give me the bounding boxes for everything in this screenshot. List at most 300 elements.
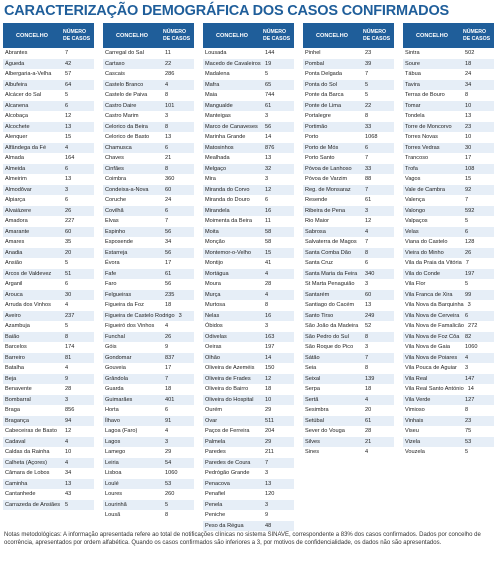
county-name: Santarém	[305, 291, 330, 298]
case-count: 5	[465, 281, 469, 288]
county-name: Pedrógão Grande	[205, 470, 250, 477]
case-count: 16	[265, 312, 272, 319]
table-row	[203, 426, 294, 437]
county-name: Alpiarça	[5, 197, 26, 204]
table-row	[303, 195, 394, 206]
county-name: Rio Maior	[305, 218, 329, 225]
table-row	[403, 101, 494, 112]
table-row	[303, 290, 394, 301]
county-name: Calheta (Açores)	[5, 459, 47, 466]
county-name: Celorico de Basto	[105, 134, 150, 141]
case-count: 3	[165, 438, 169, 445]
table-row	[203, 279, 294, 290]
county-name: Mafra	[205, 81, 220, 88]
table-row	[403, 216, 494, 227]
case-count: 18	[365, 386, 372, 393]
county-name: Matosinhos	[205, 144, 234, 151]
table-row	[303, 342, 394, 353]
cases-header-line2: DE CASOS	[363, 35, 391, 42]
county-name: Gouveia	[105, 365, 126, 372]
table-row	[203, 164, 294, 175]
case-count: 101	[165, 102, 175, 109]
table-row	[403, 395, 494, 406]
table-row	[303, 227, 394, 238]
case-count: 7	[465, 260, 469, 267]
county-name: Soure	[405, 60, 420, 67]
case-count: 41	[265, 260, 272, 267]
table-row	[203, 48, 294, 59]
county-name: São Roque do Pico	[305, 344, 354, 351]
county-name: Alenquer	[5, 134, 28, 141]
table-row	[3, 395, 94, 406]
case-count: 18	[465, 60, 472, 67]
table-row	[3, 90, 94, 101]
table-row	[403, 363, 494, 374]
case-count: 23	[465, 417, 472, 424]
table-row	[203, 248, 294, 259]
table-row	[103, 290, 194, 301]
table-row	[403, 279, 494, 290]
table-row	[203, 416, 294, 427]
table-row	[203, 311, 294, 322]
table-row	[303, 153, 394, 164]
table-row	[3, 206, 94, 217]
table-row	[303, 59, 394, 70]
county-name: Fafe	[105, 270, 117, 277]
county-name: Baião	[5, 333, 20, 340]
case-count: 5	[65, 323, 69, 330]
table-row	[403, 311, 494, 322]
county-name: Vila Real Santo António	[405, 386, 464, 393]
case-count: 8	[465, 92, 469, 99]
table-row	[403, 447, 494, 458]
table-row	[103, 206, 194, 217]
table-row	[403, 143, 494, 154]
county-name: Vila Nova de Cerveira	[405, 312, 460, 319]
case-count: 286	[165, 71, 175, 78]
table-row	[3, 447, 94, 458]
table-row	[103, 174, 194, 185]
county-name: Funchal	[105, 333, 125, 340]
county-name: Santa Maria da Feira	[305, 270, 358, 277]
case-count: 340	[365, 270, 375, 277]
table-row	[403, 122, 494, 133]
case-count: 3	[265, 470, 269, 477]
county-name: Penela	[205, 501, 223, 508]
table-row	[203, 69, 294, 80]
case-count: 28	[265, 281, 272, 288]
case-count: 8	[165, 512, 169, 519]
table-row	[203, 332, 294, 343]
county-name: Tábua	[405, 71, 421, 78]
county-name: Macedo de Cavaleiros	[205, 60, 261, 67]
case-count: 61	[365, 417, 372, 424]
table-row	[203, 80, 294, 91]
table-row	[403, 185, 494, 196]
table-row	[103, 437, 194, 448]
table-row	[3, 405, 94, 416]
case-count: 20	[365, 407, 372, 414]
table-row	[203, 59, 294, 70]
case-count: 4	[165, 428, 169, 435]
case-count: 744	[265, 92, 275, 99]
county-name: Barreiro	[5, 354, 25, 361]
county-name: Terras de Bouro	[405, 92, 445, 99]
county-name: Vieira do Minho	[405, 249, 444, 256]
county-name: Valpaços	[405, 218, 428, 225]
table-row	[3, 300, 94, 311]
cases-header-line1: NÚMERO	[263, 29, 287, 36]
case-count: 3	[365, 207, 369, 214]
table-row	[3, 500, 94, 511]
county-name: Maia	[205, 92, 218, 99]
county-name: Paços de Ferreira	[205, 428, 250, 435]
case-count: 56	[265, 123, 272, 130]
table-column-2	[103, 23, 194, 530]
county-name: Arganil	[5, 281, 23, 288]
table-row	[303, 426, 394, 437]
case-count: 12	[265, 186, 272, 193]
county-name: Seixal	[305, 375, 321, 382]
case-count: 22	[365, 102, 372, 109]
county-name: Lousada	[205, 50, 227, 57]
case-count: 5	[265, 71, 269, 78]
table-row	[103, 416, 194, 427]
county-name: Cantanhede	[5, 491, 36, 498]
case-count: 10	[465, 102, 472, 109]
case-count: 592	[465, 207, 475, 214]
case-count: 6	[65, 165, 69, 172]
case-count: 11	[165, 50, 171, 57]
case-count: 26	[65, 207, 72, 214]
table-column-3	[203, 23, 294, 530]
case-count: 7	[365, 71, 369, 78]
table-row	[303, 405, 394, 416]
table-row	[303, 374, 394, 385]
table-row	[303, 122, 394, 133]
table-row	[203, 185, 294, 196]
table-row	[303, 353, 394, 364]
county-name: Gondomar	[105, 354, 132, 361]
case-count: 60	[65, 228, 72, 235]
table-row	[3, 342, 94, 353]
case-count: 272	[467, 323, 478, 330]
case-count: 3	[365, 281, 369, 288]
case-count: 235	[165, 291, 175, 298]
table-rows	[3, 48, 94, 510]
case-count: 28	[65, 386, 72, 393]
table-row	[3, 321, 94, 332]
county-name: Sesimbra	[305, 407, 329, 414]
table-row	[203, 500, 294, 511]
county-name: Vila Nova da Barquinha	[405, 302, 464, 309]
case-count: 204	[265, 428, 275, 435]
case-count: 8	[465, 407, 469, 414]
county-name: Vila Franca de Xira	[405, 291, 453, 298]
county-name: Miranda do Douro	[205, 197, 250, 204]
case-count: 7	[365, 155, 369, 162]
case-count: 13	[465, 113, 472, 120]
county-name: Condeixa-a-Nova	[105, 186, 149, 193]
county-name: Amarante	[5, 228, 30, 235]
county-name: Sátão	[305, 354, 320, 361]
case-count: 5	[465, 218, 469, 225]
county-name: Felgueiras	[105, 291, 132, 298]
case-count: 39	[365, 60, 372, 67]
county-name: Carregal do Sal	[105, 50, 144, 57]
county-header: CONCELHO	[215, 32, 248, 39]
county-name: Penacova	[205, 480, 230, 487]
county-name: Marinha Grande	[205, 134, 246, 141]
table-row	[303, 237, 394, 248]
table-row	[203, 468, 294, 479]
cases-header	[361, 29, 394, 41]
county-name: Figueira da Foz	[105, 302, 144, 309]
case-count: 94	[65, 417, 72, 424]
county-name: Viseu	[405, 428, 419, 435]
cases-header-line1: NÚMERO	[163, 29, 187, 36]
county-name: Reg. de Monsaraz	[305, 186, 351, 193]
county-name: Paredes	[205, 449, 226, 456]
county-name: Sever do Vouga	[305, 428, 345, 435]
county-name: Castro Marim	[105, 113, 139, 120]
case-count: 17	[465, 155, 472, 162]
table-row	[203, 479, 294, 490]
cases-header	[61, 29, 94, 41]
case-count: 163	[265, 333, 275, 340]
case-count: 249	[365, 312, 375, 319]
county-name: Figueiró dos Vinhos	[105, 323, 155, 330]
case-count: 3	[467, 302, 471, 309]
table-row	[3, 479, 94, 490]
county-name: Castelo Branco	[105, 81, 144, 88]
case-count: 1060	[165, 470, 178, 477]
case-count: 35	[65, 239, 72, 246]
table-row	[3, 416, 94, 427]
case-count: 34	[465, 81, 472, 88]
case-count: 3	[65, 186, 69, 193]
table-row	[3, 290, 94, 301]
county-name: Cartaxo	[105, 60, 125, 67]
county-name: Lousã	[105, 512, 121, 519]
table-row	[303, 164, 394, 175]
case-count: 24	[165, 197, 172, 204]
table-row	[103, 300, 194, 311]
case-count: 6	[365, 260, 369, 267]
table-row	[103, 510, 194, 521]
case-count: 3	[465, 365, 469, 372]
county-name: Santiago do Cacém	[305, 302, 355, 309]
table-row	[303, 416, 394, 427]
case-count: 8	[65, 333, 69, 340]
county-name: Oliveira do Hospital	[205, 396, 254, 403]
county-name: Oliveira de Frades	[205, 375, 251, 382]
case-count: 876	[265, 144, 275, 151]
table-row	[103, 447, 194, 458]
county-name: Mira	[205, 176, 216, 183]
table-row	[3, 174, 94, 185]
table-row	[303, 384, 394, 395]
table-row	[103, 132, 194, 143]
table-row	[403, 164, 494, 175]
county-name: Olhão	[205, 354, 220, 361]
case-count: 56	[165, 249, 172, 256]
county-name: Cabeceiras de Basto	[5, 428, 57, 435]
county-name: Alfândega da Fé	[5, 144, 47, 151]
table-row	[103, 237, 194, 248]
county-name: Vimioso	[405, 407, 425, 414]
case-count: 48	[265, 522, 272, 529]
county-header: CONCELHO	[415, 32, 448, 39]
table-row	[403, 290, 494, 301]
table-row	[3, 384, 94, 395]
county-name: Vila Nova de Famalicão	[405, 323, 464, 330]
case-count: 30	[465, 144, 472, 151]
county-name: Beja	[5, 375, 17, 382]
county-name: Vinhais	[405, 417, 424, 424]
table-row	[203, 237, 294, 248]
county-name: Vila Flor	[405, 281, 426, 288]
table-row	[3, 237, 94, 248]
county-name: Moita	[205, 228, 219, 235]
county-name: Loulé	[105, 480, 119, 487]
county-name: Ourém	[205, 407, 223, 414]
table-row	[303, 48, 394, 59]
table-row	[403, 48, 494, 59]
county-name: Paredes de Coura	[205, 459, 251, 466]
county-name: Évora	[105, 260, 120, 267]
table-row	[203, 353, 294, 364]
table-row	[203, 174, 294, 185]
county-name: Cascais	[105, 71, 125, 78]
county-name: Oliveira de Azeméis	[205, 365, 255, 372]
table-row	[103, 395, 194, 406]
table-row	[203, 437, 294, 448]
county-name: Abrantes	[5, 50, 28, 57]
case-count: 511	[265, 417, 274, 424]
case-count: 56	[165, 228, 172, 235]
column-header	[3, 23, 94, 48]
case-count: 61	[265, 102, 272, 109]
table-row	[103, 185, 194, 196]
table-row	[3, 468, 94, 479]
county-name: Bragança	[5, 417, 29, 424]
county-name: Lamego	[105, 449, 126, 456]
table-row	[103, 353, 194, 364]
table-row	[3, 279, 94, 290]
case-count: 6	[265, 197, 269, 204]
cases-table	[3, 23, 496, 530]
county-name: Vila Nova de Poiares	[405, 354, 458, 361]
county-name: Torres Novas	[405, 134, 438, 141]
case-count: 5	[65, 92, 69, 99]
county-name: Coimbra	[105, 176, 127, 183]
table-row	[103, 227, 194, 238]
table-row	[103, 479, 194, 490]
case-count: 7	[265, 459, 269, 466]
methodology-notes: Notas metodológicas: A informação apresentada refere ao total de notificações clínicas no sistema SINAVE, correspondente a 83% dos casos confirmados. Dados por concelho de ocorrência, apresentados por ordem alfabética. Quando os casos confirmados são inferiores a 3, por motivos de confidencialidade, os dados não são apresentados.	[4, 532, 481, 546]
table-row	[3, 80, 94, 91]
case-count: 8	[165, 165, 169, 172]
case-count: 52	[365, 323, 372, 330]
table-row	[203, 374, 294, 385]
table-row	[103, 69, 194, 80]
county-name: Ansião	[5, 260, 23, 267]
table-row	[3, 195, 94, 206]
table-row	[3, 153, 94, 164]
table-row	[203, 206, 294, 217]
table-row	[3, 164, 94, 175]
case-count: 81	[65, 354, 72, 361]
table-row	[103, 195, 194, 206]
table-rows	[303, 48, 394, 458]
table-row	[3, 426, 94, 437]
table-row	[103, 468, 194, 479]
table-row	[403, 69, 494, 80]
case-count: 5	[365, 81, 369, 88]
table-row	[403, 90, 494, 101]
table-row	[203, 111, 294, 122]
table-column-5	[403, 23, 494, 530]
county-name: Tavira	[405, 81, 420, 88]
county-name: Santa Cruz	[305, 260, 333, 267]
case-count: 10	[265, 396, 272, 403]
case-count: 4	[65, 365, 69, 372]
table-row	[203, 510, 294, 521]
table-rows	[103, 48, 194, 521]
table-row	[3, 437, 94, 448]
table-row	[303, 216, 394, 227]
case-count: 6	[65, 197, 69, 204]
case-count: 6	[65, 281, 69, 288]
case-count: 23	[465, 123, 472, 130]
county-name: São Pedro do Sul	[305, 333, 349, 340]
case-count: 60	[165, 186, 172, 193]
case-count: 4	[265, 270, 269, 277]
case-count: 17	[165, 260, 172, 267]
table-row	[303, 258, 394, 269]
county-name: Peniche	[205, 512, 226, 519]
case-count: 54	[165, 459, 172, 466]
table-row	[103, 143, 194, 154]
table-row	[3, 489, 94, 500]
county-name: Portalegre	[305, 113, 331, 120]
case-count: 7	[365, 186, 369, 193]
county-name: Loures	[105, 491, 123, 498]
case-count: 128	[465, 239, 475, 246]
county-name: Figueira de Castelo Rodrigo	[105, 312, 175, 319]
case-count: 3	[265, 323, 269, 330]
county-name: Sintra	[405, 50, 420, 57]
case-count: 6	[365, 144, 369, 151]
case-count: 4	[365, 396, 369, 403]
county-name: Vila do Conde	[405, 270, 441, 277]
county-name: Águeda	[5, 60, 25, 67]
table-row	[403, 258, 494, 269]
county-name: Viana do Castelo	[405, 239, 448, 246]
county-name: Arouca	[5, 291, 23, 298]
case-count: 56	[165, 281, 172, 288]
case-count: 856	[65, 407, 75, 414]
county-name: Mortágua	[205, 270, 229, 277]
cases-header-line2: DE CASOS	[263, 35, 291, 42]
case-count: 164	[65, 155, 75, 162]
county-name: Murça	[205, 291, 221, 298]
county-name: Alvaiázere	[5, 207, 32, 214]
table-row	[203, 132, 294, 143]
county-name: Vila Verde	[405, 396, 431, 403]
county-name: Aveiro	[5, 312, 21, 319]
